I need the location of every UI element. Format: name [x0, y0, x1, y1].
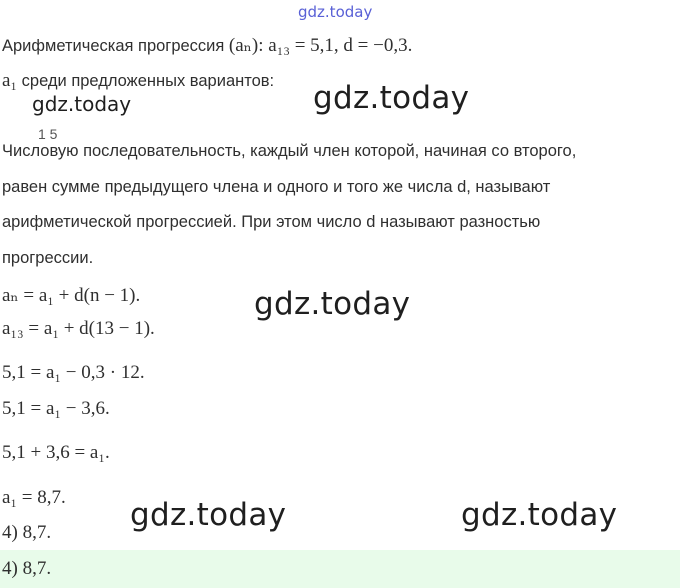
option-cut-off: 1 5 — [38, 126, 58, 142]
task-instruction: среди предложенных вариантов: — [17, 72, 275, 90]
watermark-small: gdz.today — [32, 92, 132, 116]
task-condition: (aₙ): a₁₃ = 5,1, d = −0,3. — [228, 35, 413, 56]
final-answer: 4) 8,7. — [2, 558, 52, 579]
task-text: Арифметическая прогрессия — [2, 37, 229, 55]
theory-line-3: арифметической прогрессией. При этом число d называют разностью — [2, 213, 541, 231]
watermark-4: gdz.today — [461, 497, 618, 533]
formula-a13: a₁₃ = a₁ + d(13 − 1). — [2, 318, 155, 339]
watermark-top: gdz.today — [298, 3, 373, 21]
formula-step-3: 5,1 + 3,6 = a₁. — [2, 442, 110, 463]
watermark-3: gdz.today — [130, 497, 287, 533]
formula-answer-option: 4) 8,7. — [2, 522, 52, 543]
task-line-2 — [2, 70, 274, 92]
formula-general: aₙ = a₁ + d(n − 1). — [2, 285, 141, 306]
formula-result: a₁ = 8,7. — [2, 487, 66, 508]
theory-line-2: равен сумме предыдущего члена и одного и того же числа d, называют — [2, 178, 551, 196]
watermark-2: gdz.today — [254, 286, 411, 322]
formula-step-1: 5,1 = a₁ − 0,3 · 12. — [2, 362, 145, 383]
task-line-1 — [2, 34, 412, 57]
formula-step-2: 5,1 = a₁ − 3,6. — [2, 398, 110, 419]
watermark-1: gdz.today — [313, 80, 470, 116]
theory-line-1: Числовую последовательность, каждый член которой, начиная со второго, — [2, 142, 577, 160]
answer-highlight — [0, 550, 680, 588]
task-a1: a₁ — [2, 70, 18, 91]
theory-line-4: прогрессии. — [2, 249, 94, 267]
